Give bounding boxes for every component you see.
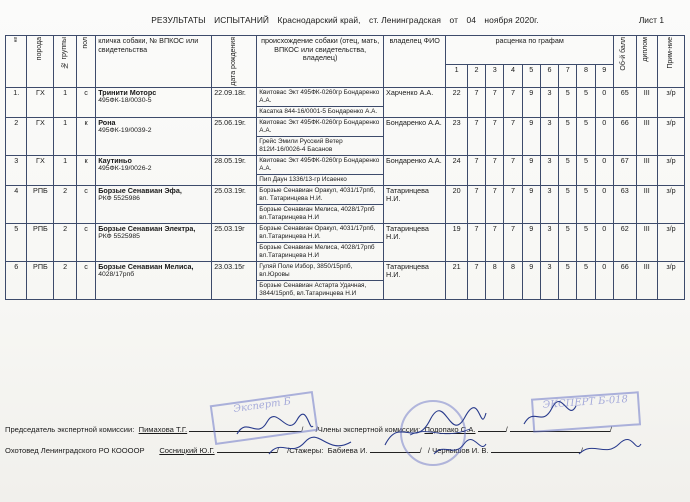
dog-name: Каутиньо (98, 155, 132, 165)
score-cell: 7 (504, 223, 522, 261)
sheet-number: Лист 1 (638, 15, 664, 25)
dog-name: Борзые Сенавиан Электра, (98, 223, 196, 233)
col-dob: дата рождения (212, 36, 257, 88)
signature-right (520, 400, 580, 430)
signature-trainee-2 (575, 438, 645, 460)
dog-name: Рона (98, 117, 116, 127)
breed-cell: РПБ (27, 261, 54, 299)
diploma-cell: III (636, 87, 657, 117)
expert-stamp-right: ЭКСПЕРТ Б-018 (531, 391, 641, 432)
row-number: 3 (6, 155, 27, 185)
group-cell: 2 (54, 185, 77, 223)
dob-cell: 25.03.19г (212, 223, 257, 261)
score-cell: 9 (522, 223, 540, 261)
breed-cell: ГХ (27, 155, 54, 185)
footer-hunting: Охотовед Ленинградского РО КООООР Сосницкий Ю.Г. / /Стажеры: Бабиева И. / / Чернышов И. В. / (5, 446, 583, 455)
col-ratings: расценка по графам (446, 36, 614, 65)
dog-registration: 4028/17рпб (98, 271, 135, 279)
score-cell: 3 (540, 117, 558, 155)
group-cell: 2 (54, 261, 77, 299)
score-cell: 7 (467, 117, 485, 155)
col-group: № группы (54, 36, 77, 88)
owner-cell: Татаринцева Н.И. (384, 223, 446, 261)
dog-registration: 495ФК-18/0030-5 (98, 97, 152, 105)
score-cell: 5 (559, 87, 577, 117)
dog-name: Борзые Сенавиан Мелиса, (98, 261, 194, 271)
dam-cell: Пип Даун 1336/13-гр Исаенко (257, 174, 384, 185)
score-cell: 0 (595, 117, 613, 155)
score-cell: 7 (467, 155, 485, 185)
score-cell: 5 (559, 117, 577, 155)
footer-commission: Председатель экспертной комиссии: Пимахова Т.Г. / /Члены экспертной комиссии: Подопако С.А. / / (5, 425, 612, 434)
diploma-cell: III (636, 117, 657, 155)
total-cell: 66 (613, 261, 636, 299)
score-cell: 3 (540, 185, 558, 223)
score-cell: 7 (467, 223, 485, 261)
name-cell (96, 261, 212, 299)
dob-cell: 23.03.15г (212, 261, 257, 299)
score-cell: 7 (467, 185, 485, 223)
score-cell: 0 (595, 87, 613, 117)
score-cell: 9 (522, 117, 540, 155)
col-sex: пол (76, 36, 95, 88)
dam-cell: Борзые Сенавиан Мелиса, 4028/17рпб вл.Татаринцева Н.И (257, 242, 384, 261)
dog-registration: 495ФК-19/0039-2 (98, 127, 152, 135)
score-cell: 0 (595, 223, 613, 261)
score-cell: 9 (522, 185, 540, 223)
rating-col-1: 1 (446, 65, 467, 88)
dog-name: Борзые Сенавиан Эфа, (98, 185, 182, 195)
sex-cell: с (76, 185, 95, 223)
dog-registration: РКФ 5525986 (98, 195, 140, 203)
score-cell: 3 (540, 261, 558, 299)
row-number: 2 (6, 117, 27, 155)
breed-cell: ГХ (27, 117, 54, 155)
score-cell: 7 (486, 185, 504, 223)
sire-cell: Квитовас Экт 495ФК-0260гр Бондаренко А.А. (257, 155, 384, 174)
note-cell: з/р (657, 87, 684, 117)
name-cell (96, 185, 212, 223)
total-cell: 67 (613, 155, 636, 185)
row-number: 1. (6, 87, 27, 117)
score-cell: 5 (577, 185, 595, 223)
expert-stamp-left: Эксперт Б (210, 391, 319, 445)
signature-trainee-1 (430, 438, 490, 460)
sex-cell: с (76, 223, 95, 261)
total-cell: 63 (613, 185, 636, 223)
col-diploma: диплом (636, 36, 657, 88)
col-note: Прим-ние (657, 36, 684, 88)
breed-cell: РПБ (27, 223, 54, 261)
score-cell: 7 (504, 185, 522, 223)
group-cell: 2 (54, 223, 77, 261)
score-cell: 3 (540, 87, 558, 117)
dam-cell: Борзые Сенавиан Астарта Удачная, 3844/15рпб, вл.Татаринцева Н.И (257, 280, 384, 299)
dam-cell: Борзые Сенавиан Мелиса, 4028/17рпб вл.Татаринцева Н.И (257, 204, 384, 223)
score-cell: 5 (577, 155, 595, 185)
dog-registration: РКФ 5525985 (98, 233, 140, 241)
sire-cell: Гуляй Поле Избор, 3850/15рпб, вл.Юровы (257, 261, 384, 280)
score-cell: 7 (486, 87, 504, 117)
breed-cell: ГХ (27, 87, 54, 117)
table-row (6, 261, 685, 280)
sire-cell: Борзые Сенавиан Оракул, 4031/17рпб, вл.Татаринцева Н.И. (257, 223, 384, 242)
score-cell: 0 (595, 261, 613, 299)
diploma-cell: III (636, 223, 657, 261)
name-cell (96, 117, 212, 155)
row-number: 5 (6, 223, 27, 261)
diploma-cell: III (636, 155, 657, 185)
score-cell: 22 (446, 87, 467, 117)
results-table (5, 35, 685, 300)
total-cell: 65 (613, 87, 636, 117)
table-row (6, 117, 685, 136)
score-cell: 7 (486, 223, 504, 261)
rating-col-9: 9 (595, 65, 613, 88)
row-number: 6 (6, 261, 27, 299)
score-cell: 0 (595, 155, 613, 185)
dob-cell: 25.03.19г. (212, 185, 257, 223)
score-cell: 5 (559, 261, 577, 299)
total-cell: 62 (613, 223, 636, 261)
score-cell: 21 (446, 261, 467, 299)
score-cell: 8 (504, 261, 522, 299)
signature-hunting (265, 436, 355, 460)
score-cell: 5 (559, 155, 577, 185)
sex-cell: к (76, 117, 95, 155)
col-origin: происхождение собаки (отец, мать, ВПКОС или свидетельства, владелец) (257, 36, 384, 88)
rating-col-8: 8 (577, 65, 595, 88)
note-cell: з/р (657, 117, 684, 155)
score-cell: 5 (559, 185, 577, 223)
score-cell: 5 (559, 223, 577, 261)
score-cell: 7 (504, 87, 522, 117)
score-cell: 5 (577, 261, 595, 299)
name-cell (96, 155, 212, 185)
score-cell: 8 (486, 261, 504, 299)
dob-cell: 28.05.19г. (212, 155, 257, 185)
col-owner: владелец ФИО (384, 36, 446, 88)
note-cell: з/р (657, 155, 684, 185)
col-total: Об-й балл (613, 36, 636, 88)
owner-cell: Татаринцева Н.И. (384, 185, 446, 223)
score-cell: 9 (522, 155, 540, 185)
group-cell: 1 (54, 117, 77, 155)
score-cell: 7 (486, 117, 504, 155)
note-cell: з/р (657, 223, 684, 261)
sire-cell: Квитовас Экт 495ФК-0260гр Бондаренко А.А. (257, 87, 384, 106)
owner-cell: Бондаренко А.А. (384, 117, 446, 155)
sex-cell: к (76, 155, 95, 185)
sex-cell: с (76, 87, 95, 117)
score-cell: 7 (467, 87, 485, 117)
score-cell: 7 (504, 155, 522, 185)
score-cell: 3 (540, 155, 558, 185)
owner-cell: Бондаренко А.А. (384, 155, 446, 185)
rating-col-4: 4 (504, 65, 522, 88)
score-cell: 7 (504, 117, 522, 155)
total-cell: 66 (613, 117, 636, 155)
document-title: РЕЗУЛЬТАТЫ ИСПЫТАНИЙ Краснодарский край, ст. Ленинградская от 04 ноября 2020г. (151, 15, 539, 25)
score-cell: 19 (446, 223, 467, 261)
dob-cell: 22.09.18г. (212, 87, 257, 117)
score-cell: 9 (522, 87, 540, 117)
score-cell: 24 (446, 155, 467, 185)
dam-cell: Касатка 844-16/0001-5 Бондаренко А.А. (257, 106, 384, 117)
score-cell: 5 (577, 117, 595, 155)
col-no: нв (6, 36, 27, 88)
score-cell: 3 (540, 223, 558, 261)
rating-col-6: 6 (540, 65, 558, 88)
rating-col-7: 7 (559, 65, 577, 88)
sire-cell: Квитовас Экт 495ФК-0260гр Бондаренко А.А. (257, 117, 384, 136)
diploma-cell: III (636, 261, 657, 299)
row-number: 4 (6, 185, 27, 223)
group-cell: 1 (54, 155, 77, 185)
score-cell: 5 (577, 87, 595, 117)
score-cell: 0 (595, 185, 613, 223)
score-cell: 20 (446, 185, 467, 223)
group-cell: 1 (54, 87, 77, 117)
note-cell: з/р (657, 185, 684, 223)
score-cell: 23 (446, 117, 467, 155)
score-cell: 5 (577, 223, 595, 261)
name-cell (96, 223, 212, 261)
dob-cell: 25.06.19г. (212, 117, 257, 155)
col-breed: порода (27, 36, 54, 88)
table-row (6, 87, 685, 106)
rating-col-2: 2 (467, 65, 485, 88)
col-name: кличка собаки, № ВПКОС или свидетельства (96, 36, 212, 88)
owner-cell: Татаринцева Н.И. (384, 261, 446, 299)
sire-cell: Борзые Сенавиан Оракул, 4031/17рпб, вл. Татаринцева Н.И. (257, 185, 384, 204)
table-row (6, 155, 685, 174)
note-cell: з/р (657, 261, 684, 299)
name-cell (96, 87, 212, 117)
score-cell: 7 (486, 155, 504, 185)
breed-cell: РПБ (27, 185, 54, 223)
owner-cell: Харченко А.А. (384, 87, 446, 117)
dog-registration: 495ФК-19/0026-2 (98, 165, 152, 173)
table-row (6, 185, 685, 204)
table-row (6, 223, 685, 242)
dam-cell: Грейс Эмили Русский Ветер 812И-16/0026-4 Басанов (257, 136, 384, 155)
dog-name: Тринити Моторс (98, 87, 157, 97)
diploma-cell: III (636, 185, 657, 223)
rating-col-3: 3 (486, 65, 504, 88)
sex-cell: с (76, 261, 95, 299)
score-cell: 7 (467, 261, 485, 299)
score-cell: 9 (522, 261, 540, 299)
rating-col-5: 5 (522, 65, 540, 88)
